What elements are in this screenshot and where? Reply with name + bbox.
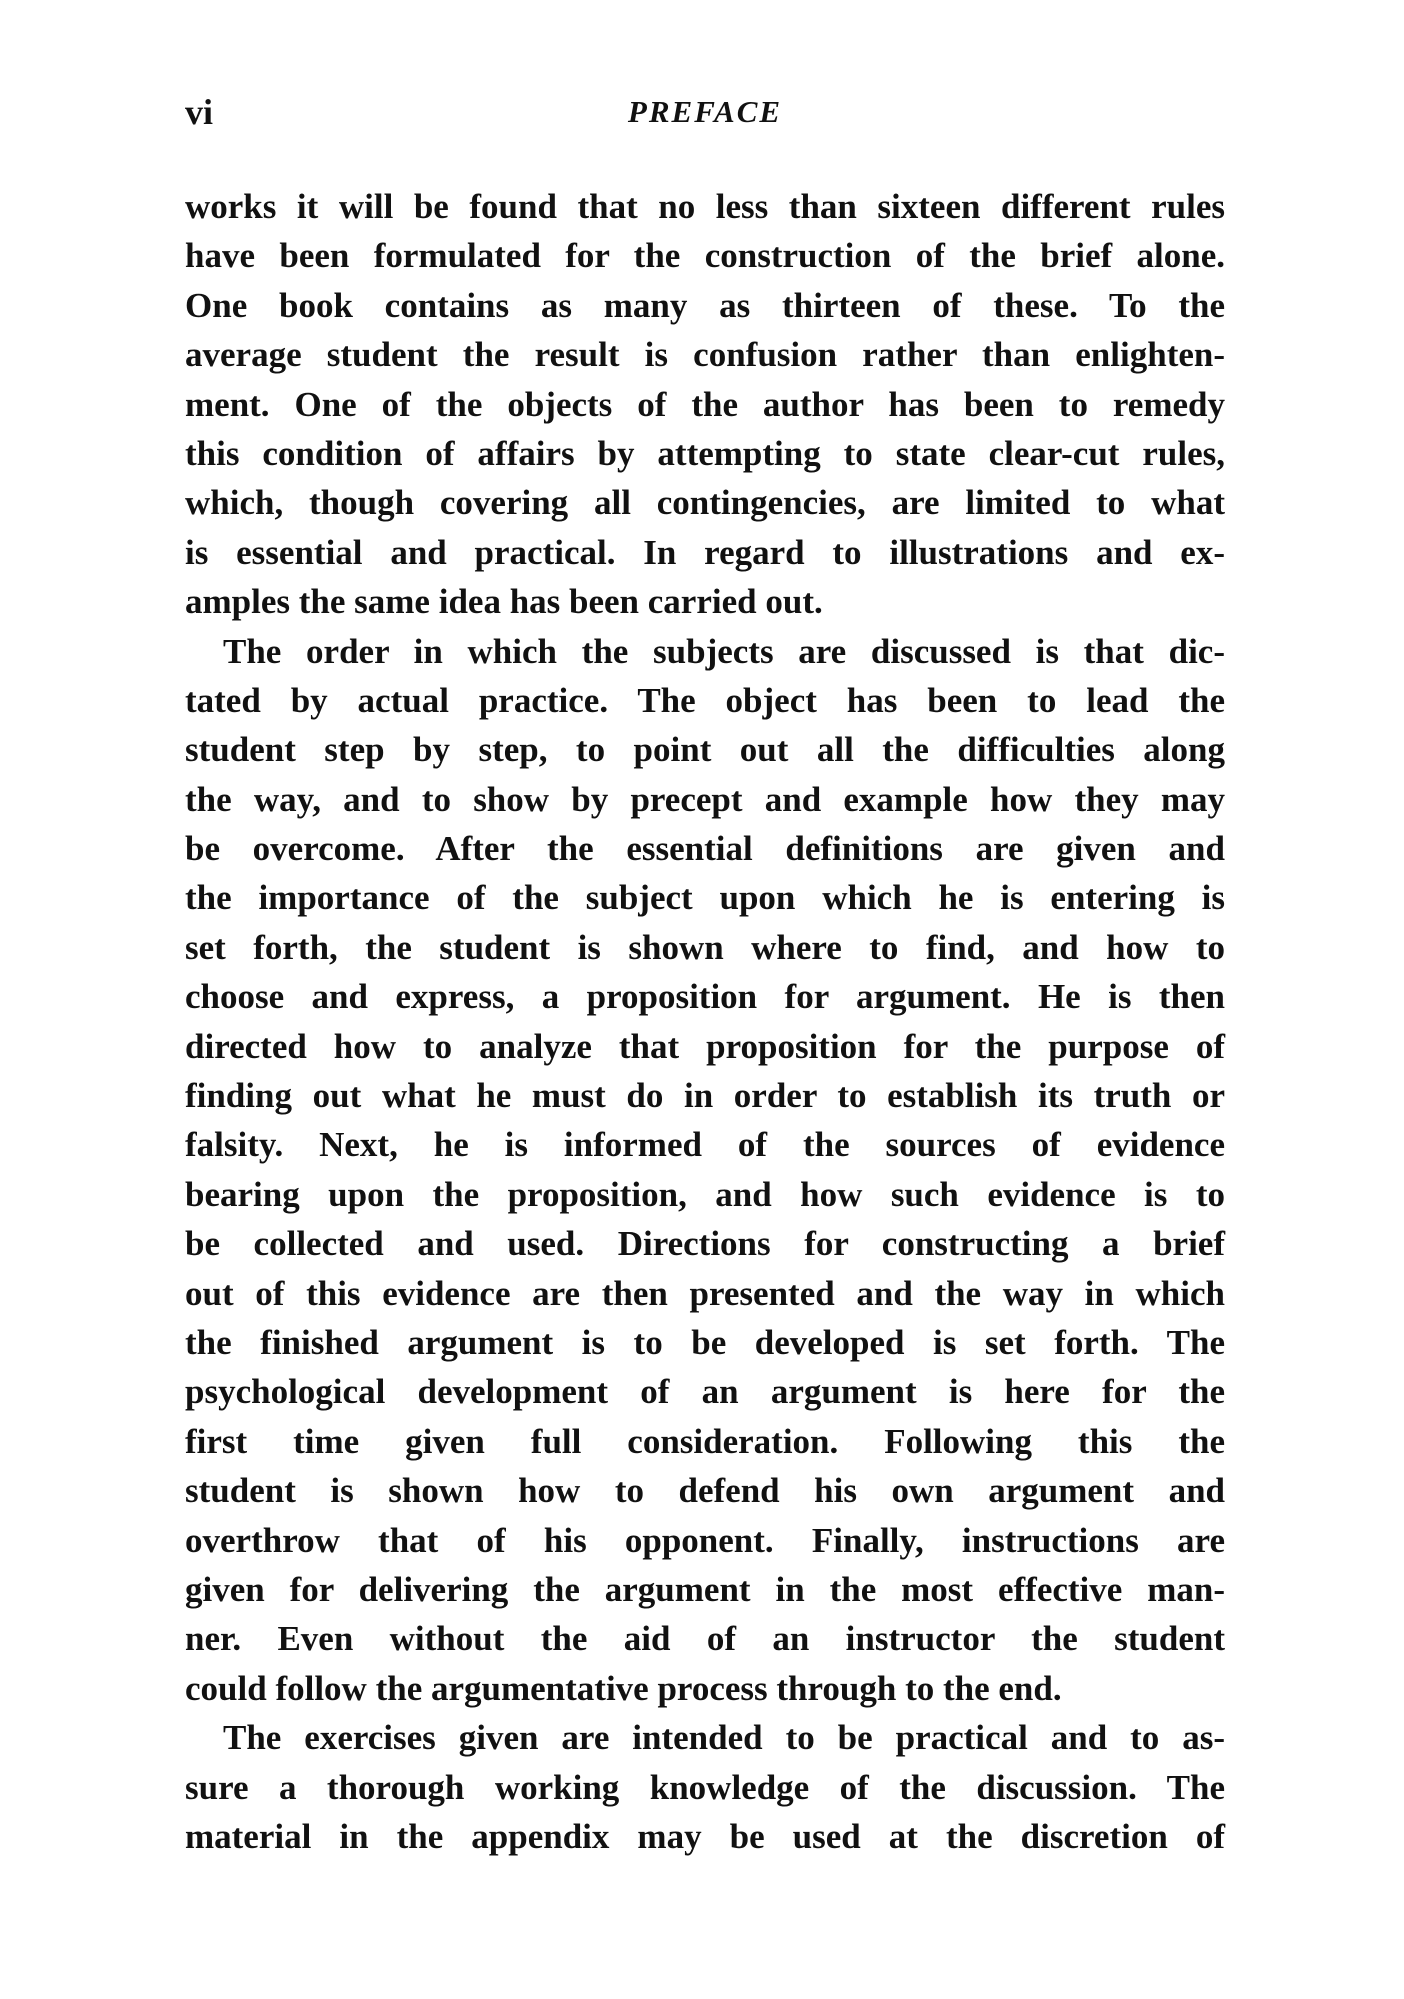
- text-line: be overcome. After the essential definitions are given and: [185, 829, 1225, 869]
- text-line: first time given full consideration. Following this the: [185, 1421, 1225, 1461]
- text-line: out of this evidence are then presented and the way in which: [185, 1273, 1225, 1313]
- text-line: student is shown how to defend his own argument and: [185, 1471, 1225, 1511]
- text-line: The exercises given are intended to be practical and to as-: [223, 1718, 1225, 1758]
- text-line: material in the appendix may be used at the discretion of: [185, 1816, 1225, 1856]
- text-line: falsity. Next, he is informed of the sources of evidence: [185, 1125, 1225, 1165]
- text-line: be collected and used. Directions for constructing a brief: [185, 1224, 1225, 1264]
- text-line: ner. Even without the aid of an instructor the student: [185, 1619, 1225, 1659]
- page-header: [185, 92, 1225, 152]
- text-line: bearing upon the proposition, and how such evidence is to: [185, 1174, 1225, 1214]
- text-line: tated by actual practice. The object has been to lead the: [185, 680, 1225, 720]
- running-head: PREFACE: [627, 94, 783, 129]
- text-line: given for delivering the argument in the most effective man-: [185, 1569, 1225, 1609]
- page-number: vi: [185, 92, 214, 132]
- text-line: amples the same idea has been carried out.: [185, 582, 823, 622]
- text-line: this condition of affairs by attempting to state clear-cut rules,: [185, 433, 1225, 473]
- text-line: which, though covering all contingencies, are limited to what: [185, 483, 1225, 523]
- text-line: finding out what he must do in order to establish its truth or: [185, 1076, 1225, 1116]
- text-line: choose and express, a proposition for argument. He is then: [185, 977, 1225, 1017]
- text-line: The order in which the subjects are discussed is that dic-: [223, 631, 1225, 671]
- text-line: set forth, the student is shown where to find, and how to: [185, 927, 1225, 967]
- text-line: ment. One of the objects of the author has been to remedy: [185, 384, 1225, 424]
- paragraph: [185, 627, 1225, 1714]
- text-line: overthrow that of his opponent. Finally, instructions are: [185, 1520, 1225, 1560]
- body-text: [185, 182, 1225, 1861]
- text-line: the finished argument is to be developed is set forth. The: [185, 1322, 1225, 1362]
- paragraph: [185, 1713, 1225, 1861]
- text-line: works it will be found that no less than sixteen different rules: [185, 187, 1225, 226]
- paragraph: [185, 182, 1225, 627]
- text-line: the importance of the subject upon which he is entering is: [185, 878, 1225, 918]
- text-line: is essential and practical. In regard to illustrations and ex-: [185, 532, 1225, 572]
- text-line: directed how to analyze that proposition for the purpose of: [185, 1026, 1225, 1066]
- text-line: student step by step, to point out all the difficulties along: [185, 730, 1225, 770]
- text-line: could follow the argumentative process through to the end.: [185, 1668, 1062, 1708]
- text-line: the way, and to show by precept and example how they may: [185, 779, 1225, 819]
- text-line: average student the result is confusion rather than enlighten-: [185, 335, 1225, 375]
- text-line: have been formulated for the construction of the brief alone.: [185, 236, 1225, 276]
- text-line: One book contains as many as thirteen of these. To the: [185, 285, 1225, 325]
- text-line: psychological development of an argument is here for the: [185, 1372, 1225, 1412]
- text-line: sure a thorough working knowledge of the discussion. The: [185, 1767, 1225, 1807]
